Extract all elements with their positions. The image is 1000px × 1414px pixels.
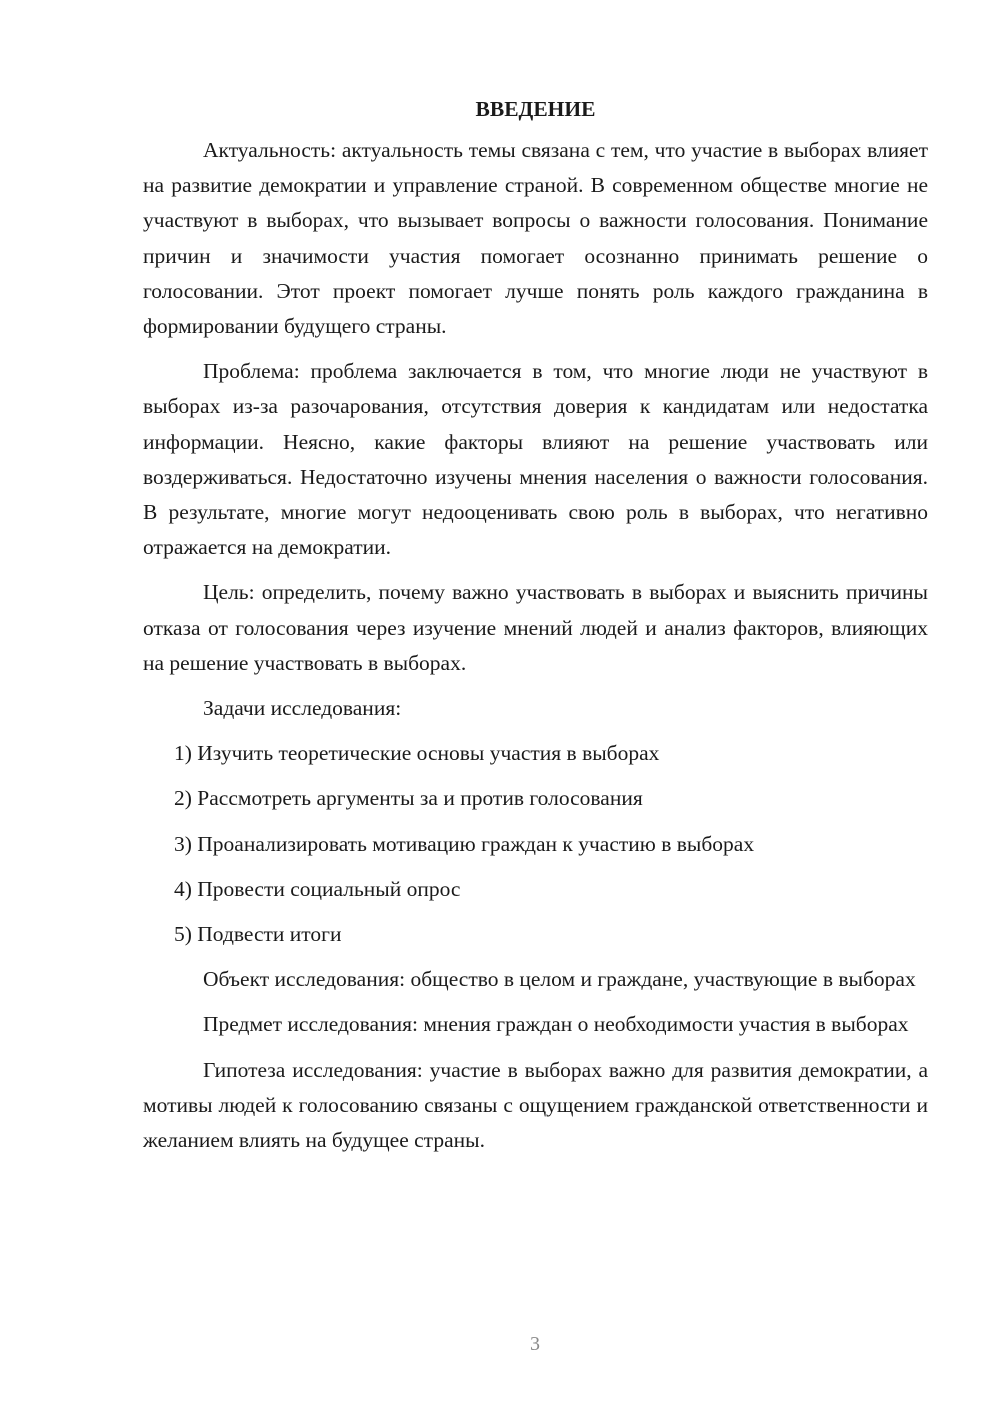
relevance-paragraph: Актуальность: актуальность темы связана с тем, что участие в выборах влияет на развитие демократии и управление страной. В современном обществе многие не участвуют в выборах, что вызывает вопросы о важности голосования. Понимание причин и значимости участия помогает осознанно принимать решение о голосовании. Этот проект помогает лучше понять роль каждого гражданина в формировании будущего страны. — [143, 138, 928, 339]
task-item-4: 4) Провести социальный опрос — [174, 876, 461, 901]
page-number: 3 — [530, 1333, 540, 1355]
task-item-1: 1) Изучить теоретические основы участия в выборах — [174, 741, 660, 766]
task-item-5: 5) Подвести итоги — [174, 922, 342, 947]
tasks-label: Задачи исследования: — [203, 696, 402, 721]
goal-paragraph: Цель: определить, почему важно участвовать в выборах и выяснить причины отказа от голосования через изучение мнений людей и анализ факторов, влияющих на решение участвовать в выборах. — [143, 580, 928, 675]
problem-paragraph: Проблема: проблема заключается в том, что многие люди не участвуют в выборах из-за разочарования, отсутствия доверия к кандидатам или недостатка информации. Неясно, какие факторы влияют на решение участвовать или воздерживаться. Недостаточно изучены мнения населения о важности голосования. В результате, многие могут недооценивать свою роль в выборах, что негативно отражается на демократии. — [143, 359, 928, 560]
task-item-3: 3) Проанализировать мотивацию граждан к участию в выборах — [174, 831, 755, 856]
subject-paragraph: Предмет исследования: мнения граждан о необходимости участия в выборах — [203, 1012, 909, 1037]
object-paragraph: Объект исследования: общество в целом и граждане, участвующие в выборах — [203, 967, 916, 992]
hypothesis-paragraph: Гипотеза исследования: участие в выборах важно для развития демократии, а мотивы людей к голосованию связаны с ощущением гражданской ответственности и желанием влиять на будущее страны. — [143, 1057, 928, 1153]
document-body — [143, 92, 928, 1168]
page-title: ВВЕДЕНИЕ — [475, 97, 596, 121]
task-item-2: 2) Рассмотреть аргументы за и против голосования — [174, 786, 643, 811]
